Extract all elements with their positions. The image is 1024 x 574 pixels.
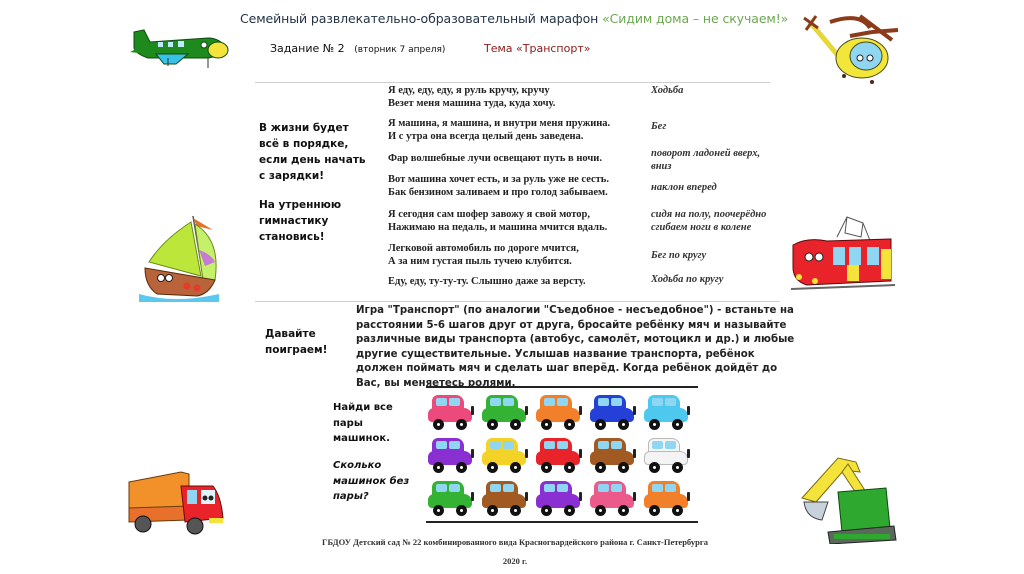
exercise-call (259, 197, 341, 245)
verse (388, 174, 609, 199)
action-line: Ходьба (651, 85, 684, 96)
task-date: (вторник 7 апреля) (354, 45, 446, 55)
page-title (240, 11, 800, 26)
verse-line: Еду, еду, ту-ту-ту. Слышно даже за версту. (388, 276, 586, 287)
verse-line: Я еду, еду, еду, я руль кручу, кручу (388, 85, 550, 96)
call-line: На утреннюю (259, 199, 342, 211)
car-icon (480, 478, 530, 518)
verse-action (651, 274, 723, 287)
action-line: Ходьба по кругу (651, 274, 724, 285)
verse (388, 209, 607, 234)
game-label-line: Давайте (265, 328, 316, 340)
action-line: вниз (651, 160, 672, 172)
verse-line: А за ним густая пыль тучею клубится. (388, 255, 572, 267)
verse-action (651, 85, 683, 98)
motto-line: В жизни будет (259, 122, 349, 134)
motto-line: всё в порядке, (259, 138, 349, 150)
action-line: сгибаем ноги в колене (651, 221, 752, 233)
title-main: Семейный развлекательно-образовательный марафон (240, 11, 599, 26)
game-description: Игра "Транспорт" (по аналогии "Съедобное - несъедобное") - встаньте на расстоянии 5-6 шагов друг от друга, бросайте ребёнку мяч и называйте различные виды транспорта (автобус, самолёт, мотоцикл и др.) и любые другие существительные. Услышав название транспорта, ребёнок должен поймать мяч и сделать шаг вперёд. Когда ребёнок дойдёт до Вас, вы меняетесь ролями. (356, 305, 795, 389)
verse-line: Я сегодня сам шофер завожу я свой мотор, (388, 209, 590, 220)
verse-line: Легковой автомобиль по дороге мчится, (388, 243, 579, 254)
verse-action (651, 121, 666, 134)
verse (388, 118, 610, 143)
tram-icon (787, 215, 899, 295)
action-line: Бег по кругу (651, 250, 707, 261)
car-icon (642, 435, 692, 475)
car-icon (588, 478, 638, 518)
puzzle-count-prompt (333, 458, 409, 505)
game-label-line: поиграем! (265, 344, 328, 356)
car-icon (480, 392, 530, 432)
car-icon (534, 435, 584, 475)
call-line: становись! (259, 231, 325, 243)
verse-line: Фар волшебные лучи освещают путь в ночи. (388, 153, 602, 164)
verse (388, 276, 586, 289)
title-accent: «Сидим дома – не скучаем!» (602, 11, 789, 26)
verse-action (651, 148, 760, 173)
car-icon (426, 392, 476, 432)
prompt-line: пары? (333, 491, 369, 502)
prompt-line: Сколько (333, 460, 382, 471)
verse-line: Бак бензином заливаем и про голод забываем. (388, 186, 608, 198)
call-line: гимнастику (259, 215, 329, 227)
footer-org: ГБДОУ Детский сад № 22 комбинированного вида Красногвардейского района г. Санкт-Петербурга (322, 537, 708, 547)
verse (388, 243, 579, 268)
puzzle-find-prompt (333, 400, 393, 447)
helicopter-icon (800, 10, 905, 85)
prompt-line: Найди все (333, 402, 393, 413)
excavator-icon (798, 452, 898, 544)
task-heading (270, 42, 445, 55)
verse (388, 85, 555, 110)
verse-line: Нажимаю на педаль, и машина мчится вдаль. (388, 221, 608, 233)
car-icon (588, 392, 638, 432)
car-icon (480, 435, 530, 475)
verse-line: Везет меня машина туда, куда хочу. (388, 97, 556, 109)
car-icon (534, 392, 584, 432)
action-line: наклон вперед (651, 182, 717, 193)
car-grid (426, 392, 696, 521)
prompt-line: пары (333, 417, 363, 429)
action-line: Бег (651, 121, 667, 132)
action-line: сидя на полу, поочерёдно (651, 209, 767, 220)
task-label: Задание № 2 (270, 42, 345, 55)
motto-line: если день начать (259, 154, 366, 166)
car-icon (642, 392, 692, 432)
car-icon (426, 435, 476, 475)
car-icon (642, 478, 692, 518)
verse-action (651, 250, 706, 263)
motto-line: с зарядки! (259, 170, 325, 182)
theme-heading: Тема «Транспорт» (484, 42, 591, 55)
divider-top (255, 82, 770, 83)
game-label (265, 326, 327, 358)
car-icon (426, 478, 476, 518)
verse-line: Я машина, я машина, и внутри меня пружина. (388, 118, 611, 129)
verse-action (651, 182, 717, 195)
car-icon (534, 478, 584, 518)
footer-year: 2020 г. (502, 556, 528, 566)
verse-line: Вот машина хочет есть, и за руль уже не сесть. (388, 174, 609, 185)
car-icon (588, 435, 638, 475)
exercise-motto (259, 120, 366, 184)
prompt-line: машинок. (333, 433, 390, 444)
verse-action (651, 209, 766, 234)
divider-middle (255, 301, 780, 302)
sailboat-icon (135, 210, 225, 302)
action-line: поворот ладоней вверх, (651, 148, 761, 159)
footer (300, 533, 730, 571)
airplane-icon (128, 18, 232, 70)
verse (388, 153, 602, 166)
truck-icon (125, 468, 229, 538)
car-pairs-puzzle (426, 386, 698, 523)
prompt-line: машинок без (333, 475, 410, 487)
verse-line: И с утра она всегда целый день заведена. (388, 130, 584, 142)
